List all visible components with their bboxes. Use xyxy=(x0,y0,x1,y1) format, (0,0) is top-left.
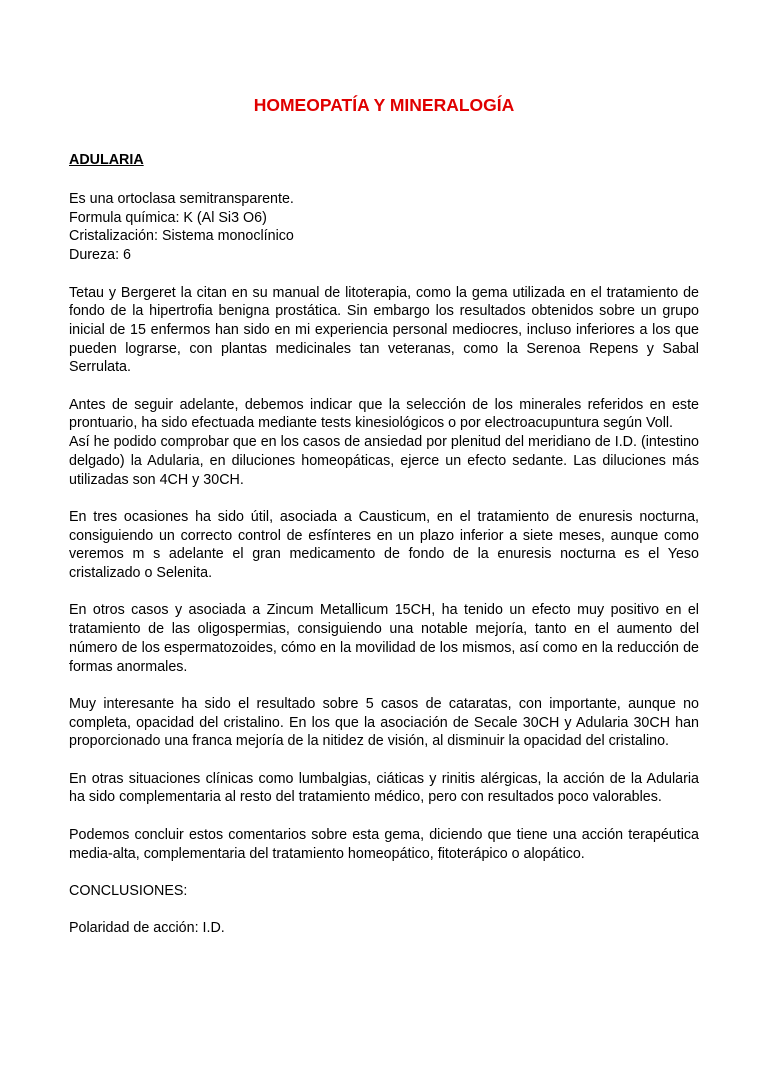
document-title: HOMEOPATÍA Y MINERALOGÍA xyxy=(253,95,515,115)
paragraph-litoterapia: Tetau y Bergeret la citan en su manual de litoterapia, como la gema utilizada en el tratamiento de fondo de la hipertrofia benigna prostática. Sin embargo los resultados obtenidos sobre un grupo inicial de 15 enfermos han sido en mi experiencia personal mediocres, incluso inferiores a los que pueden lograrse, con plantas medicinales tan veteranas, como la Serenoa Repens y Sabal Serrulata. xyxy=(69,284,699,376)
paragraph-other-situations: En otras situaciones clínicas como lumbalgias, ciáticas y rinitis alérgicas, la acción de la Adularia ha sido complementaria al resto del tratamiento médico, pero con resultados poco valorables. xyxy=(69,770,699,806)
paragraph-oligospermia: En otros casos y asociada a Zincum Metallicum 15CH, ha tenido un efecto muy positivo en el tratamiento de las oligospermias, consiguiendo una notable mejoría, tanto en el aumento del número de los espermatozoides, cómo en la movilidad de los mismos, así como en la reducción de formas anormales. xyxy=(69,602,699,675)
paragraph-selection-method: Antes de seguir adelante, debemos indicar que la selección de los minerales referidos en este prontuario, ha sido efectuada mediante tests kinesiológicos o por electroacupuntura según Voll. xyxy=(69,396,699,432)
fact-crystallization: Cristalización: Sistema monoclínico xyxy=(69,228,294,245)
paragraph-anxiety: Así he podido comprobar que en los casos de ansiedad por plenitud del meridiano de I.D. (intestino delgado) la Adularia, en diluciones homeopáticas, ejerce un efecto sedante. Las diluciones más utilizadas son 4CH y 30CH. xyxy=(69,434,699,488)
section-heading: ADULARIA xyxy=(69,152,144,168)
mineral-facts xyxy=(69,190,699,265)
paragraph-cataracts: Muy interesante ha sido el resultado sobre 5 casos de cataratas, con importante, aunque no completa, opacidad del cristalino. En los que la asociación de Secale 30CH y Adularia 30CH han proporcionado una franca mejoría de la nitidez de visión, al disminuir la opacidad del cristalino. xyxy=(69,695,699,750)
conclusions-heading: CONCLUSIONES: xyxy=(69,882,188,899)
fact-hardness: Dureza: 6 xyxy=(69,247,131,264)
document-body xyxy=(69,190,699,957)
paragraph-enuresis: En tres ocasiones ha sido útil, asociada a Causticum, en el tratamiento de enuresis nocturna, consiguiendo un correcto control de esfínteres en un plazo inferior a siete meses, aunque como veremos m s adelante el gran medicamento de fondo de la enuresis nocturna es el Yeso cristalizado o Selenita. xyxy=(69,508,699,582)
paragraph-conclusion: Podemos concluir estos comentarios sobre esta gema, diciendo que tiene una acción terapéutica media-alta, complementaria del tratamiento homeopático, fitoterápico o alopático. xyxy=(69,826,699,862)
fact-description: Es una ortoclasa semitransparente. xyxy=(69,191,294,207)
fact-formula: Formula química: K (Al Si3 O6) xyxy=(69,209,267,226)
polarity-line: Polaridad de acción: I.D. xyxy=(69,920,225,937)
